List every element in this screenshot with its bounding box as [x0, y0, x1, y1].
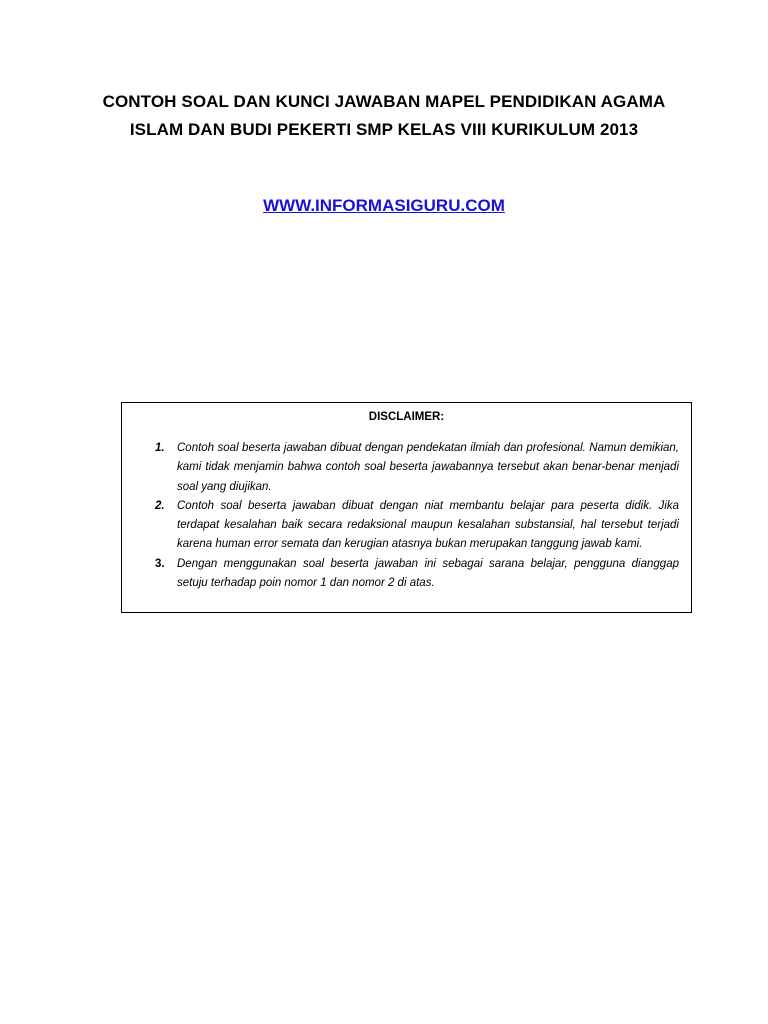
disclaimer-item-text: Dengan menggunakan soal beserta jawaban ini sebagai sarana belajar, pengguna dianggap setuju terhadap poin nomor 1 dan nomor 2 di atas. — [177, 557, 679, 590]
disclaimer-item-1 — [122, 439, 691, 497]
disclaimer-item-number: 3. — [155, 557, 165, 570]
disclaimer-box — [121, 402, 692, 613]
title-line-2: ISLAM DAN BUDI PEKERTI SMP KELAS VIII KURIKULUM 2013 — [129, 120, 639, 139]
disclaimer-item-text: Contoh soal beserta jawaban dibuat dengan niat membantu belajar para peserta didik. Jika terdapat kesalahan baik secara redaksional maupun kesalahan substansial, hal tersebut terjadi karena human error semata dan kerugian atasnya bukan merupakan tanggung jawab kami. — [177, 499, 679, 551]
disclaimer-list — [122, 439, 691, 593]
disclaimer-heading: DISCLAIMER: — [368, 411, 445, 423]
disclaimer-item-number: 1. — [155, 442, 165, 454]
title-line-1: CONTOH SOAL DAN KUNCI JAWABAN MAPEL PENDIDIKAN AGAMA — [102, 92, 666, 111]
disclaimer-item-text: Contoh soal beserta jawaban dibuat dengan pendekatan ilmiah dan profesional. Namun demikian, kami tidak menjamin bahwa contoh soal beserta jawabannya tersebut akan benar-benar menjadi soal yang diujikan. — [177, 442, 679, 493]
website-link-container — [0, 194, 768, 218]
disclaimer-item-number: 2. — [155, 499, 165, 512]
disclaimer-item-2 — [122, 497, 691, 555]
disclaimer-item-3 — [122, 555, 691, 594]
website-link[interactable]: WWW.INFORMASIGURU.COM — [263, 196, 505, 215]
document-title — [0, 88, 768, 144]
